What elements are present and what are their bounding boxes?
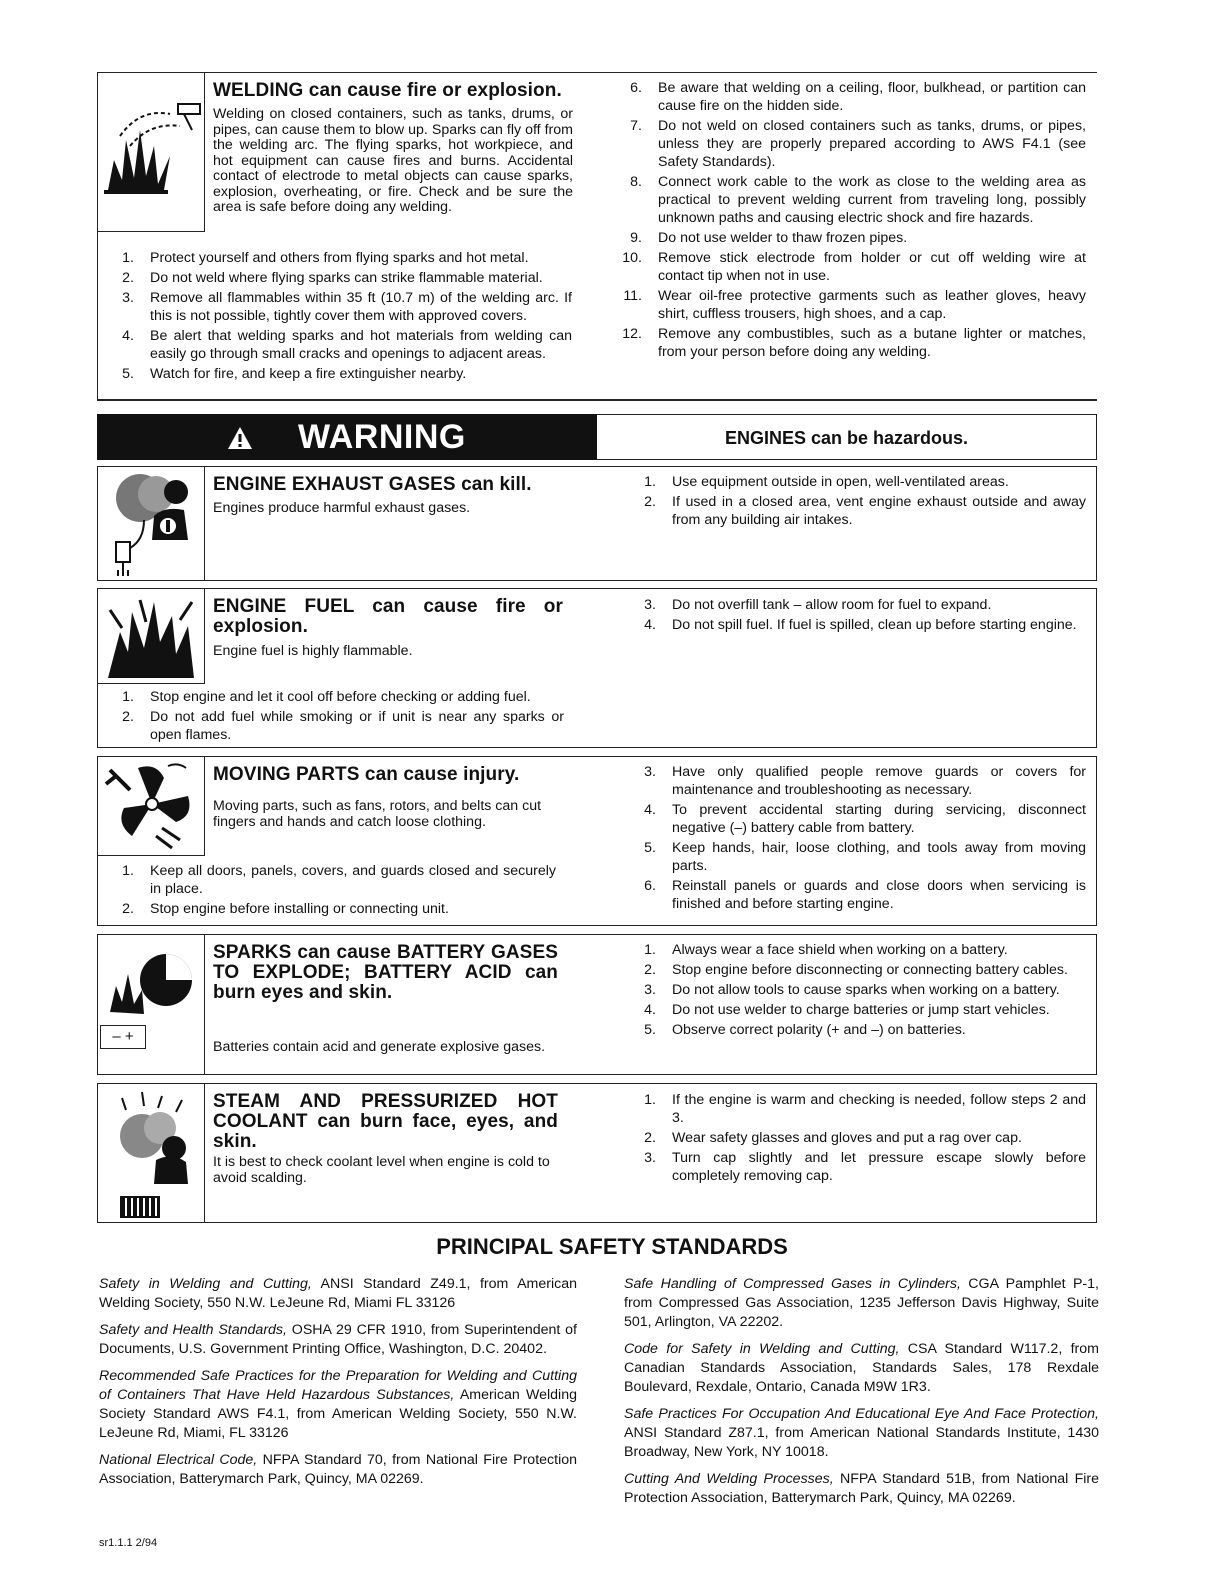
- list-item-number: 11.: [623, 288, 642, 304]
- standard-entry: [624, 1405, 1099, 1462]
- footer-code: sr1.1.1 2/94: [99, 1537, 158, 1549]
- list-item-text: Do not use welder to charge batteries or jump start vehicles.: [672, 1002, 1050, 1018]
- list-item: [630, 1091, 1086, 1127]
- list-item-text: Use equipment outside in open, well-ventilated areas.: [672, 474, 1009, 490]
- list-item-text: Stop engine before disconnecting or connecting battery cables.: [672, 962, 1068, 978]
- list-item-number: 4.: [644, 802, 656, 818]
- standard-details: ANSI Standard Z87.1, from American National Standards Institute, 1430 Broadway, New York, NY 10018.: [624, 1425, 1099, 1460]
- list-item-text: Do not weld on closed containers such as tanks, drums, or pipes, unless they are properly prepared according to AWS F4.1 (see Safety Standards).: [658, 118, 1086, 170]
- list-item-text: Wear oil-free protective garments such as leather gloves, heavy shirt, cuffless trousers, high shoes, and a cap.: [658, 288, 1086, 322]
- list-item: [108, 289, 572, 325]
- list-item-number: 1.: [644, 942, 656, 958]
- exhaust-title: ENGINE EXHAUST GASES can kill.: [213, 474, 532, 495]
- list-item: [616, 249, 1086, 285]
- standard-entry: [99, 1275, 577, 1313]
- list-item-number: 1.: [122, 689, 134, 705]
- list-item: [630, 1149, 1086, 1185]
- standard-entry: [99, 1451, 577, 1489]
- exhaust-gas-icon: [104, 470, 200, 578]
- list-item: [108, 708, 564, 744]
- standard-title: Cutting And Welding Processes,: [624, 1471, 834, 1487]
- welding-title: WELDING can cause fire or explosion.: [213, 80, 562, 101]
- list-item-number: 3.: [644, 597, 656, 613]
- list-item: [108, 862, 556, 898]
- standard-title: National Electrical Code,: [99, 1452, 258, 1468]
- warning-banner: [97, 414, 597, 460]
- fuel-right-list: [630, 596, 1086, 636]
- list-item-text: Have only qualified people remove guards or covers for maintenance and troubleshooting as necessary.: [672, 764, 1086, 798]
- standards-left-column: [99, 1275, 577, 1497]
- list-item-number: 6.: [644, 878, 656, 894]
- list-item: [616, 173, 1086, 227]
- list-item: [630, 877, 1086, 913]
- list-item: [630, 763, 1086, 799]
- list-item: [630, 1021, 1086, 1039]
- list-item-text: Reinstall panels or guards and close doors when servicing is finished and before starting engine.: [672, 878, 1086, 912]
- list-item-number: 3.: [644, 764, 656, 780]
- list-item: [630, 801, 1086, 837]
- standard-details: American Welding Society Standard AWS F4.1, from American Welding Society, 550 N.W. LeJeune Rd, Miami, FL 33126: [99, 1387, 577, 1441]
- battery-terminal-label: – +: [112, 1028, 134, 1045]
- welding-fire-icon: [100, 100, 204, 200]
- list-item-text: Connect work cable to the work as close to the welding area as practical to prevent welding current from traveling long, possibly unknown paths and causing electric shock and fire hazards.: [658, 174, 1086, 226]
- standard-details: ANSI Standard Z49.1, from American Welding Society, 550 N.W. LeJeune Rd, Miami FL 33126: [99, 1276, 577, 1311]
- fuel-description: Engine fuel is highly flammable.: [213, 643, 413, 659]
- list-item-text: Remove stick electrode from holder or cut off welding wire at contact tip when not in use.: [658, 250, 1086, 284]
- list-item-text: Watch for fire, and keep a fire extinguisher nearby.: [150, 366, 467, 382]
- list-item-number: 2.: [644, 962, 656, 978]
- list-item: [108, 249, 572, 267]
- list-item: [108, 327, 572, 363]
- list-item: [630, 981, 1086, 999]
- welding-description: Welding on closed containers, such as tanks, drums, or pipes, can cause them to blow up. Sparks can fly off from the welding arc. The flying sparks, hot workpiece, and hot equipment can cause fires and burns. Accidental contact of electrode to metal objects can cause sparks, explosion, overheating, or fire. Check and be sure the area is safe before doing any welding.: [213, 106, 573, 215]
- list-item-text: Do not overfill tank – allow room for fuel to expand.: [672, 597, 992, 613]
- standard-title: Safe Handling of Compressed Gases in Cylinders,: [624, 1276, 961, 1292]
- list-item-number: 12.: [622, 326, 642, 342]
- standards-right-column: [624, 1275, 1099, 1516]
- list-item-text: Stop engine before installing or connecting unit.: [150, 901, 449, 917]
- list-item-number: 5.: [122, 366, 134, 382]
- list-item: [630, 1001, 1086, 1019]
- list-item-text: If used in a closed area, vent engine exhaust outside and away from any building air intakes.: [672, 494, 1086, 528]
- list-item-number: 8.: [630, 174, 642, 190]
- list-item-text: Protect yourself and others from flying sparks and hot metal.: [150, 250, 529, 266]
- list-item-text: Keep all doors, panels, covers, and guards closed and securely in place.: [150, 863, 556, 897]
- list-item: [616, 79, 1086, 115]
- engines-header: [597, 414, 1097, 460]
- warning-label: WARNING: [298, 418, 466, 456]
- list-item: [616, 325, 1086, 361]
- list-item-text: Always wear a face shield when working on a battery.: [672, 942, 1008, 958]
- list-item-number: 3.: [644, 982, 656, 998]
- standard-title: Safety in Welding and Cutting,: [99, 1276, 312, 1292]
- list-item-number: 5.: [644, 1022, 656, 1038]
- list-item-number: 9.: [630, 230, 642, 246]
- fuel-flame-icon: [102, 592, 200, 680]
- battery-title: SPARKS can cause BATTERY GASES TO EXPLODE; BATTERY ACID can burn eyes and skin.: [213, 942, 558, 1003]
- standard-title: Recommended Safe Practices for the Preparation for Welding and Cutting of Containers That Have Held Hazardous Substances,: [99, 1368, 577, 1403]
- list-item: [630, 493, 1086, 529]
- list-item-number: 7.: [630, 118, 642, 134]
- steam-coolant-icon: [102, 1088, 200, 1220]
- list-item-number: 4.: [644, 617, 656, 633]
- list-item-number: 1.: [644, 474, 656, 490]
- list-item-number: 1.: [644, 1092, 656, 1108]
- list-item-text: Do not use welder to thaw frozen pipes.: [658, 230, 908, 246]
- list-item: [630, 473, 1086, 491]
- fuel-title: ENGINE FUEL can cause fire or explosion.: [213, 596, 563, 637]
- moving-description: Moving parts, such as fans, rotors, and belts can cut fingers and hands and catch loose clothing.: [213, 798, 542, 830]
- steam-right-list: [630, 1091, 1086, 1187]
- list-item-text: Remove any combustibles, such as a butane lighter or matches, from your person before doing any welding.: [658, 326, 1086, 360]
- list-item-number: 2.: [122, 709, 134, 725]
- list-item: [108, 365, 572, 383]
- list-item-text: Remove all flammables within 35 ft (10.7 m) of the welding arc. If this is not possible, tightly cover them with approved covers.: [150, 290, 572, 324]
- battery-terminal-box: [100, 1025, 146, 1049]
- list-item-text: Do not allow tools to cause sparks when working on a battery.: [672, 982, 1060, 998]
- list-item-text: Turn cap slightly and let pressure escape slowly before completely removing cap.: [672, 1150, 1086, 1184]
- battery-right-list: [630, 941, 1086, 1041]
- standard-details: NFPA Standard 70, from National Fire Protection Association, Batterymarch Park, Quincy, MA 02269.: [99, 1452, 577, 1487]
- list-item-text: Do not weld where flying sparks can strike flammable material.: [150, 270, 543, 286]
- list-item-number: 2.: [644, 494, 656, 510]
- list-item: [630, 1129, 1086, 1147]
- list-item-number: 2.: [122, 270, 134, 286]
- welding-bottom-rule: [97, 399, 1097, 401]
- list-item-text: Do not add fuel while smoking or if unit is near any sparks or open flames.: [150, 709, 564, 743]
- standard-details: CGA Pamphlet P-1, from Compressed Gas Association, 1235 Jefferson Davis Highway, Suite 501, Arlington, VA 22202.: [624, 1276, 1099, 1330]
- list-item: [108, 269, 572, 287]
- standard-entry: [624, 1340, 1099, 1397]
- list-item-text: Keep hands, hair, loose clothing, and tools away from moving parts.: [672, 840, 1086, 874]
- list-item-number: 3.: [122, 290, 134, 306]
- list-item: [108, 900, 556, 918]
- standard-title: Code for Safety in Welding and Cutting,: [624, 1341, 900, 1357]
- standard-details: CSA Standard W117.2, from Canadian Standards Association, Standards Sales, 178 Rexdale Boulevard, Rexdale, Ontario, Canada M9W 1R3.: [624, 1341, 1099, 1395]
- battery-description: Batteries contain acid and generate explosive gases.: [213, 1039, 546, 1055]
- exhaust-description: Engines produce harmful exhaust gases.: [213, 500, 471, 516]
- list-item-number: 3.: [644, 1150, 656, 1166]
- standard-entry: [624, 1470, 1099, 1508]
- standard-details: OSHA 29 CFR 1910, from Superintendent of Documents, U.S. Government Printing Office, Washington, D.C. 20402.: [99, 1322, 577, 1357]
- steam-title: STEAM AND PRESSURIZED HOT COOLANT can burn face, eyes, and skin.: [213, 1091, 558, 1152]
- list-item-text: Stop engine and let it cool off before checking or adding fuel.: [150, 689, 531, 705]
- moving-right-list: [630, 763, 1086, 915]
- fuel-left-list: [108, 688, 564, 746]
- battery-explode-icon: [102, 950, 200, 1020]
- standard-title: Safety and Health Standards,: [99, 1322, 287, 1338]
- list-item-number: 1.: [122, 863, 134, 879]
- list-item: [616, 117, 1086, 171]
- standard-entry: [99, 1367, 577, 1443]
- list-item: [616, 229, 1086, 247]
- moving-left-list: [108, 862, 556, 920]
- standard-entry: [99, 1321, 577, 1359]
- list-item: [630, 596, 1086, 614]
- list-item-text: Do not spill fuel. If fuel is spilled, clean up before starting engine.: [672, 617, 1077, 633]
- standard-title: Safe Practices For Occupation And Educational Eye And Face Protection,: [624, 1406, 1099, 1422]
- warning-triangle-icon: [227, 426, 253, 450]
- standard-details: NFPA Standard 51B, from National Fire Protection Association, Batterymarch Park, Quincy, MA 02269.: [624, 1471, 1099, 1506]
- list-item: [616, 287, 1086, 323]
- list-item: [108, 688, 564, 706]
- list-item-number: 5.: [644, 840, 656, 856]
- list-item: [630, 941, 1086, 959]
- steam-description: It is best to check coolant level when engine is cold to avoid scalding.: [213, 1154, 550, 1186]
- list-item-number: 6.: [630, 80, 642, 96]
- list-item-number: 1.: [122, 250, 134, 266]
- exhaust-right-list: [630, 473, 1086, 531]
- list-item-text: Be alert that welding sparks and hot materials from welding can easily go through small cracks and openings to adjacent areas.: [150, 328, 572, 362]
- list-item-number: 2.: [122, 901, 134, 917]
- moving-title: MOVING PARTS can cause injury.: [213, 764, 520, 785]
- list-item: [630, 616, 1086, 634]
- list-item-number: 10.: [622, 250, 642, 266]
- standards-title: PRINCIPAL SAFETY STANDARDS: [436, 1234, 788, 1259]
- list-item-number: 4.: [644, 1002, 656, 1018]
- list-item-text: Be aware that welding on a ceiling, floor, bulkhead, or partition can cause fire on the hidden side.: [658, 80, 1086, 114]
- welding-right-list: [616, 79, 1086, 363]
- list-item-number: 4.: [122, 328, 134, 344]
- list-item: [630, 839, 1086, 875]
- engines-header-text: ENGINES can be hazardous.: [724, 428, 969, 448]
- list-item: [630, 961, 1086, 979]
- list-item-number: 2.: [644, 1130, 656, 1146]
- welding-left-list: [108, 249, 572, 385]
- moving-fan-icon: [102, 760, 200, 852]
- list-item-text: Wear safety glasses and gloves and put a rag over cap.: [672, 1130, 1022, 1146]
- list-item-text: If the engine is warm and checking is needed, follow steps 2 and 3.: [672, 1092, 1086, 1126]
- list-item-text: To prevent accidental starting during servicing, disconnect negative (–) battery cable from battery.: [672, 802, 1086, 836]
- standard-entry: [624, 1275, 1099, 1332]
- list-item-text: Observe correct polarity (+ and –) on batteries.: [672, 1022, 966, 1038]
